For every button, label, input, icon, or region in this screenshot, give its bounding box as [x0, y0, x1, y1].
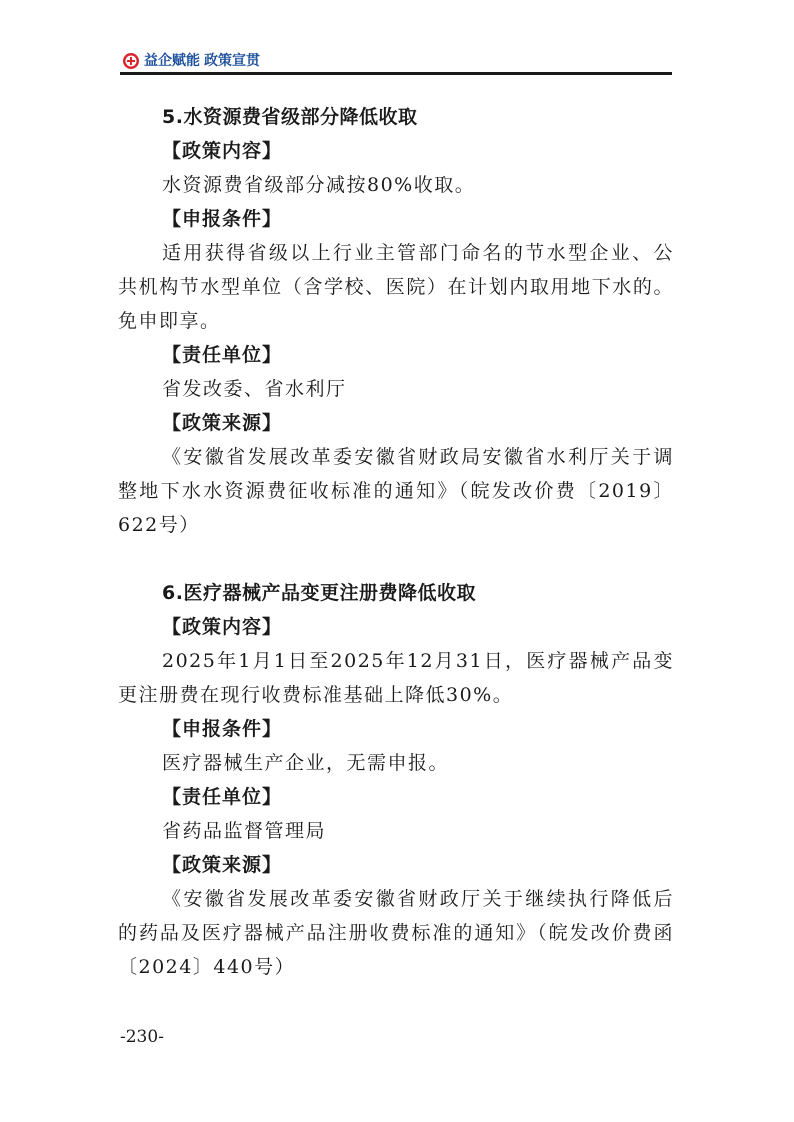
- responsible-unit-label: 【责任单位】: [162, 344, 283, 366]
- policy-source-text: 《安徽省发展改革委安徽省财政厅关于继续执行降低后的药品及医疗器械产品注册收费标准的通知》（皖发改价费函〔2024〕440号）: [118, 888, 674, 978]
- page-number: -230-: [120, 1027, 164, 1047]
- policy-section-water-fee: [118, 100, 674, 542]
- policy-source-label: 【政策来源】: [162, 412, 283, 434]
- policy-source-text: 《安徽省发展改革委安徽省财政局安徽省水利厅关于调整地下水水资源费征收标准的通知》（皖发改价费〔2019〕622号）: [118, 446, 674, 536]
- responsible-unit-text: 省发改委、省水利厅: [162, 378, 347, 400]
- brand-slogan: 政策宣贯: [204, 53, 260, 69]
- application-conditions-label: 【申报条件】: [162, 208, 283, 230]
- page-header: [120, 48, 672, 74]
- application-conditions-label: 【申报条件】: [162, 718, 283, 740]
- policy-content-label: 【政策内容】: [162, 616, 283, 638]
- responsible-unit-label: 【责任单位】: [162, 786, 283, 808]
- shield-logo-icon: [122, 52, 140, 70]
- policy-content-label: 【政策内容】: [162, 140, 283, 162]
- section-spacer: [118, 542, 674, 576]
- header-divider: [120, 72, 672, 75]
- policy-content-text: 水资源费省级部分减按80%收取。: [162, 174, 476, 196]
- document-body: [118, 100, 674, 984]
- application-conditions-text: 适用获得省级以上行业主管部门命名的节水型企业、公共机构节水型单位（含学校、医院）在计划内取用地下水的。免申即享。: [118, 242, 674, 332]
- responsible-unit-text: 省药品监督管理局: [162, 820, 327, 842]
- section-title: 5.水资源费省级部分降低收取: [162, 106, 418, 128]
- brand-title: [144, 51, 260, 71]
- brand-name: 益企赋能: [144, 53, 200, 69]
- section-title: 6.医疗器械产品变更注册费降低收取: [162, 582, 476, 604]
- policy-source-label: 【政策来源】: [162, 854, 283, 876]
- application-conditions-text: 医疗器械生产企业，无需申报。: [162, 752, 450, 774]
- policy-content-text: 2025年1月1日至2025年12月31日，医疗器械产品变更注册费在现行收费标准基础上降低30%。: [118, 650, 674, 706]
- policy-section-medical-device-fee: [118, 576, 674, 984]
